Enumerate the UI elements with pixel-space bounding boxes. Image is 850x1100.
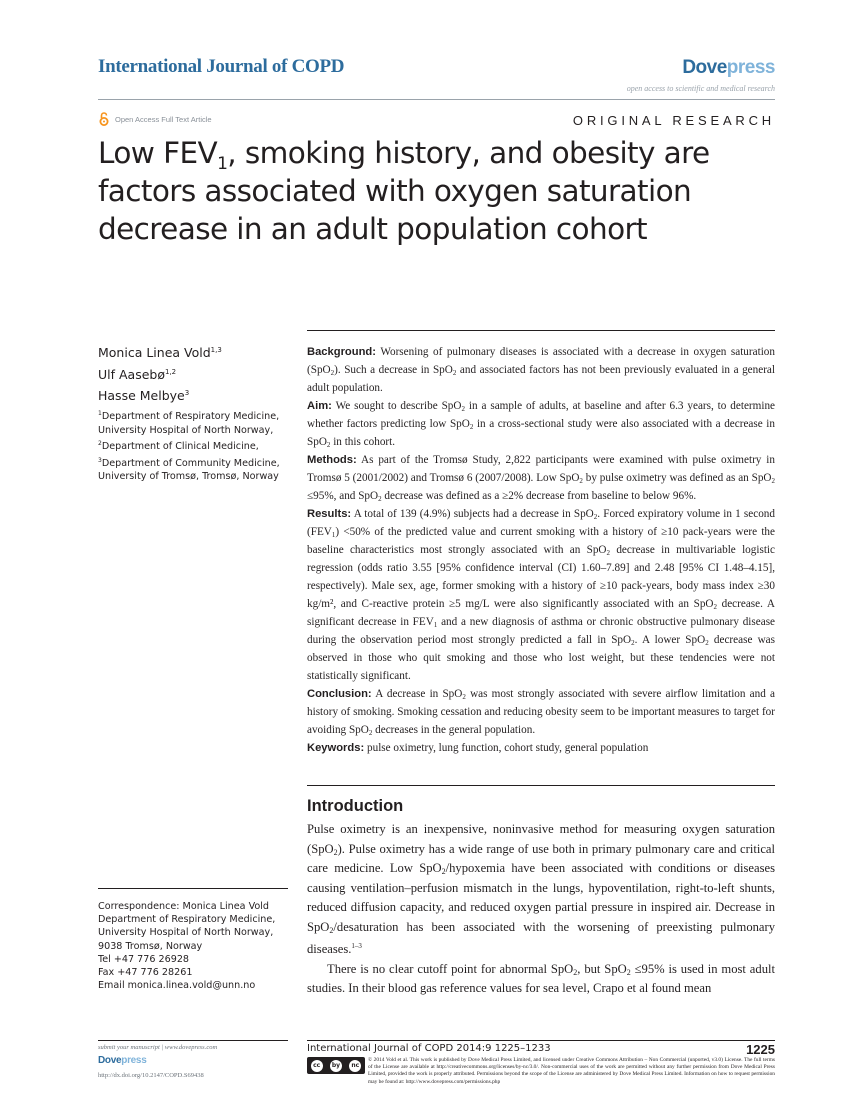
- correspondence: [98, 900, 298, 992]
- doi-link[interactable]: http://dx.doi.org/10.2147/COPD.S69438: [98, 1072, 204, 1079]
- correspondence-line: Correspondence: Monica Linea Vold: [98, 901, 270, 912]
- correspondence-rule: [98, 888, 288, 889]
- citation: International Journal of COPD 2014:9 1225–1233: [307, 1043, 551, 1054]
- correspondence-fax: Fax +47 776 28261: [98, 967, 193, 979]
- author: Ulf Aasebø$^{1,2}$: [98, 366, 177, 382]
- abstract-aim: Aim: We sought to describe SpO$_2$ in a sample of adults, at baseline and after 6.3 years, to determine whether factors predicting low SpO$_2$ in a cross-sectional study were also associated with a decrease in SpO$_2$ in this cohort.: [307, 400, 776, 449]
- page-number: 1225: [746, 1042, 775, 1057]
- article-type: ORIGINAL RESEARCH: [572, 113, 775, 128]
- correspondence-phone: Tel +47 776 26928: [98, 953, 190, 965]
- correspondence-line: Department of Respiratory Medicine,: [98, 914, 276, 926]
- cc-icon: cc: [311, 1060, 323, 1072]
- author-list: [98, 341, 222, 406]
- paragraph: There is no clear cutoff point for abnormal SpO$_2$, but SpO$_2$ ≤95% is used in most adult studies. In their blood gas reference values for sea level, Crapo et al found mean: [307, 961, 775, 996]
- footer-rule-right: [307, 1040, 775, 1041]
- creative-commons-badge[interactable]: [307, 1057, 365, 1074]
- paragraph: Pulse oximetry is an inexpensive, noninvasive method for measuring oxygen saturation (SpO$_2$). Pulse oximetry has a wide range of use both in primary pulmonary care and critical care medicine. Low SpO$_2$/hypoxemia have been associated with conditions or diseases causing ventilation–perfusion mismatch in the lungs, hypoventilation, right-to-left shunts, reduced diffusion capacity, and reduced oxygen partial pressure in inspired air. Decrease in SpO$_2$/desaturation has been associated with the worsening of preexisting pulmonary diseases.$^{1-3}$: [307, 822, 775, 957]
- affiliation: $^1$Department of Respiratory Medicine, University Hospital of North Norway,: [98, 410, 280, 436]
- abstract-bottom-rule: [307, 785, 775, 786]
- affiliation: $^2$Department of Clinical Medicine,: [98, 440, 259, 453]
- header-divider: [98, 99, 775, 100]
- logo-press: press: [726, 57, 775, 78]
- noncommercial-icon: nc: [349, 1060, 361, 1072]
- author: Monica Linea Vold$^{1,3}$: [98, 345, 222, 361]
- attribution-icon: by: [330, 1060, 342, 1072]
- journal-name: International Journal of COPD: [98, 56, 345, 77]
- abstract-top-rule: [307, 330, 775, 331]
- open-access-label: [98, 112, 212, 126]
- article-title: Low $FEV_1$, smoking history, and obesity are factors associated with oxygen saturation decrease in an adult population cohort: [98, 136, 710, 246]
- abstract-conclusion: Conclusion: A decrease in SpO$_2$ was most strongly associated with severe airflow limitation and a history of smoking. Smoking cessation and reducing obesity seem to be important measures to target for avoiding SpO$_2$ decreases in the general population.: [307, 688, 775, 737]
- introduction-body: [307, 820, 775, 999]
- publisher-logo: [682, 57, 775, 79]
- correspondence-email[interactable]: Email monica.linea.vold@unn.no: [98, 980, 256, 992]
- abstract-methods: Methods: As part of the Tromsø Study, 2,822 participants were examined with pulse oximetry in Tromsø 5 (2001/2002) and Tromsø 6 (2007/2008). Low SpO$_2$ by pulse oximetry was defined as an SpO$_2$ ≤95%, and SpO$_2$ decrease was defined as a ≥2% decrease from baseline to below 96%.: [307, 454, 775, 503]
- publisher-tagline: open access to scientific and medical research: [626, 84, 775, 93]
- open-access-text: Open Access Full Text Article: [115, 114, 212, 124]
- footer-logo: Dovepress: [98, 1055, 147, 1066]
- correspondence-line: 9038 Tromsø, Norway: [98, 940, 203, 952]
- submit-manuscript-link[interactable]: submit your manuscript | www.dovepress.com: [98, 1044, 218, 1051]
- affiliation: $^3$Department of Community Medicine, University of Tromsø, Tromsø, Norway: [98, 456, 280, 483]
- abstract-keywords: Keywords: pulse oximetry, lung function, cohort study, general population: [307, 742, 649, 754]
- open-access-lock-icon: [98, 112, 110, 126]
- abstract: [307, 343, 775, 757]
- author: Hasse Melbye$^3$: [98, 388, 190, 404]
- footer-rule-left: [98, 1040, 288, 1041]
- logo-dove: Dove: [682, 57, 727, 78]
- introduction-heading: Introduction: [307, 797, 404, 815]
- license-text: © 2014 Vold et al. This work is published by Dove Medical Press Limited, and licensed under Creative Commons Attribution – Non Commercial (unported, v3.0) License. The full terms of the License are available at http://creativecommons.org/licenses/by-nc/3.0/. Non-commercial uses of the work are permitted without any further permission from Dove Medical Press Limited, provided the work is properly attributed. Permissions beyond the scope of the License are administered by Dove Medical Press Limited. Information on how to request permission may be found at: http://www.dovepress.com/permissions.php: [368, 1057, 775, 1085]
- affiliations: [98, 407, 298, 484]
- abstract-background: Background: Worsening of pulmonary diseases is associated with a decrease in oxygen saturation (SpO$_2$). Such a decrease in SpO$_2$ and associated factors has not been previously evaluated in a general adult population.: [307, 346, 776, 394]
- correspondence-line: University Hospital of North Norway,: [98, 927, 274, 939]
- abstract-results: Results: A total of 139 (4.9%) subjects had a decrease in SpO$_2$. Forced expiratory volume in 1 second $(FEV_1) <50\%$ of the predicted value and current smoking with a history of ≥10 pack-years were the baseline characteristics most strongly associated with an SpO$_2$ decrease in multivariable logistic regression (odds ratio 3.55 [95% confidence interval (CI) 1.60–7.89] and 2.48 [95% CI 1.48–4.15], respectively). Male sex, age, former smoking with a history of ≥10 pack-years, body mass index ≥30 kg/m², and C-reactive protein ≥5 mg/L were also significantly associated with an SpO$_2$ decrease. A significant decrease in $FEV_1$ and a new diagnosis of asthma or chronic obstructive pulmonary disease during the observation period most strongly predicted a fall in SpO$_2$. A lower SpO$_2$ decrease was observed in those who quit smoking and those who lost weight, but these tendencies were not statistically significant.: [307, 508, 776, 682]
